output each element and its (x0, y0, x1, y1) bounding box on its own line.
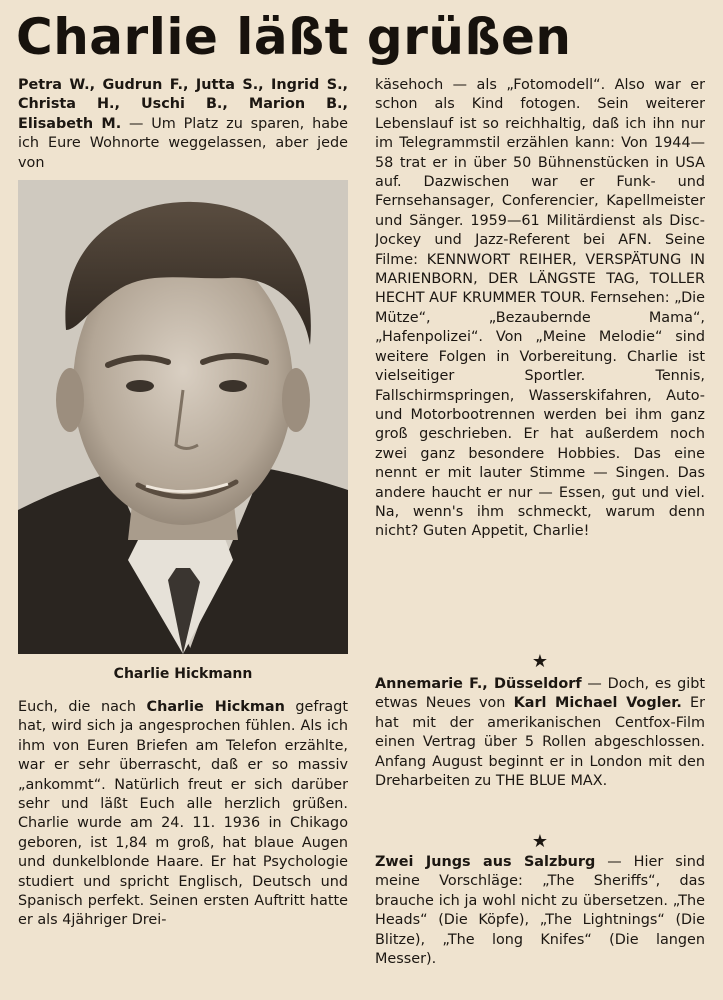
addressee-salzburg: Zwei Jungs aus Salzburg (375, 854, 596, 870)
addressee-annemarie: Annemarie F., Düsseldorf (375, 676, 582, 692)
letter-intro (18, 76, 348, 176)
portrait-photo (18, 180, 348, 654)
letter-body-col2 (375, 76, 705, 650)
letter-annemarie-text1: — Doch, es gibt etwas Neues von (375, 676, 705, 712)
body-text-start: Euch, die nach (18, 699, 147, 715)
reader-names: Petra W., Gudrun F., Jutta S., Ingrid S., Christa H., Uschi B., Marion B., Elisabeth M. (18, 77, 348, 132)
subject-name: Charlie Hickman (146, 699, 285, 715)
headline: Charlie läßt grüßen (16, 8, 572, 66)
body-text-continued: käsehoch — als „Fotomodell“. Also war er schon als Kind fotogen. Sein weiterer Lebenslauf ist so reichhaltig, daß ich ihn nur im Telegrammstil erzählen kann: Von 1944—58 trat er in über 50 Bühnenstücken in USA auf. Dazwischen war er Funk- und Fernsehansager, Conferencier, Kapellmeister und Sänger. 1959—61 Militärdienst als Disc-Jockey und Jazz-Referent bei AFN. Seine Filme: KENNWORT REIHER, VERSPÄTUNG IN MARIENBORN, DER LÄNGSTE TAG, TOLLER HECHT AUF KRUMMER TOUR. Fernsehen: „Die Mütze“, „Bezaubernde Mama“, „Hafenpolizei“. Von „Meine Melodie“ sind weitere Folgen in Vorbereitung. Charlie ist vielseitiger Sportler. Tennis, Fallschirmspringen, Wasserskifahren, Auto- und Motorbootrennen werden bei ihm ganz groß geschrieben. Er hat außerdem noch zwei ganz besondere Hobbies. Das eine nennt er mit lauter Stimme — Singen. Das andere haucht er nur — Essen, gut und viel. Na, wenn's ihm schmeckt, warum denn nicht? Guten Appetit, Charlie! (375, 77, 705, 540)
letter-annemarie (375, 675, 705, 831)
letter-salzburg (375, 853, 705, 993)
letter-salzburg-text: — Hier sind meine Vorschläge: „The Sheriffs“, das brauche ich ja wohl nicht zu übersetzen. „The Heads“ (Die Köpfe), „The Lightnings“ (Die Blitze), „The long Knifes“ (Die langen Messer). (375, 854, 705, 968)
star-separator: ★ (531, 651, 549, 672)
intro-text: — Um Platz zu sparen, habe ich Eure Wohnorte weggelassen, aber jede von (18, 115, 348, 171)
letter-body-col1 (18, 698, 348, 994)
actor-name-vogler: Karl Michael Vogler. (513, 695, 682, 712)
star-separator: ★ (531, 831, 549, 852)
photo-caption: Charlie Hickmann (113, 666, 253, 682)
letter-annemarie-text2: Er hat mit der amerikanischen Centfox-Film einen Vertrag über 5 Rollen abgeschlossen. Anfang August beginnt er in London mit den Dreharbeiten zu THE BLUE MAX. (375, 695, 705, 790)
body-text-rest: gefragt hat, wird sich ja angesprochen fühlen. Als ich ihm von Euren Briefen am Telefon erzählte, war er sehr überrascht, daß er so massiv „ankommt“. Natürlich freut er sich darüber sehr und läßt Euch alle herzlich grüßen. Charlie wurde am 24. 11. 1936 in Chikago geboren, ist 1,84 m groß, hat blaue Augen und dunkelblonde Haare. Er hat Psychologie studiert und spricht Englisch, Deutsch und Spanisch perfekt. Seinen ersten Auftritt hatte er als 4jähriger Drei- (18, 699, 348, 929)
portrait-illustration (18, 180, 348, 654)
